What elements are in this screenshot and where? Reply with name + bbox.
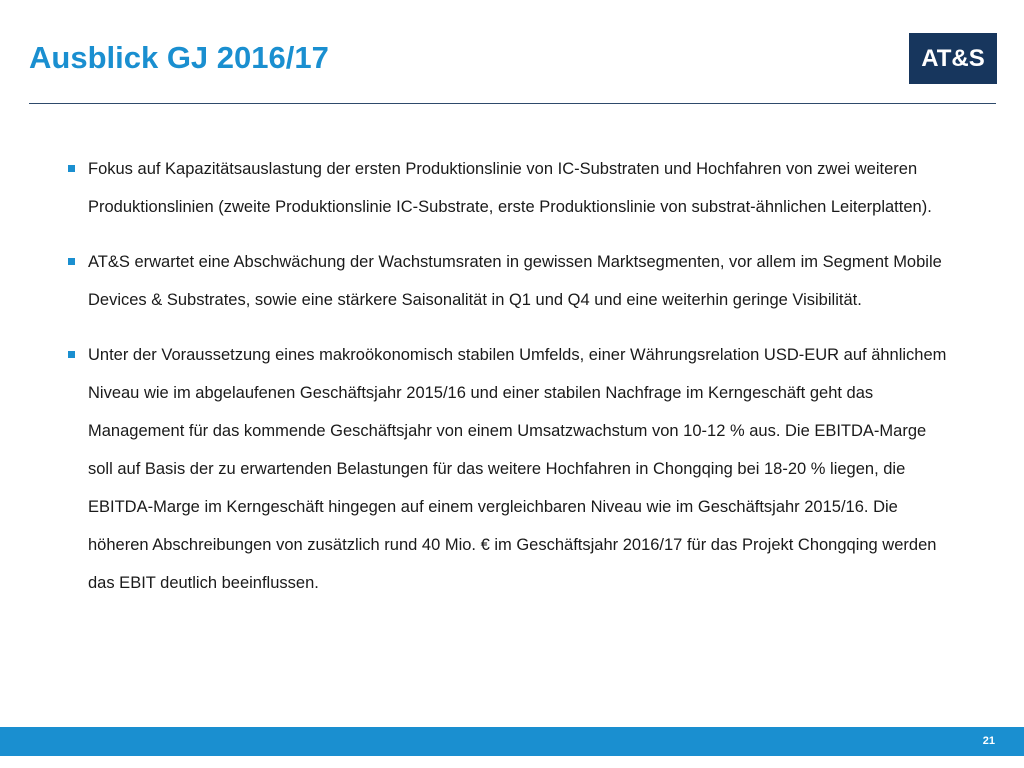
bullet-item bbox=[67, 150, 947, 226]
page-number: 21 bbox=[982, 735, 995, 747]
title-divider bbox=[29, 103, 996, 104]
square-bullet-icon bbox=[68, 165, 75, 172]
bullet-item bbox=[67, 336, 947, 602]
bullet-text: Unter der Voraussetzung eines makroökonomisch stabilen Umfelds, einer Währungsrelation USD-EUR auf ähnlichem Niveau wie im abgelaufenen Geschäftsjahr 2015/16 und einer stabilen Nachfrage im Kerngeschäft geht das Management für das kommende Geschäftsjahr von einem Umsatzwachstum von 10-12 % aus. Die EBITDA-Marge soll auf Basis der zu erwartenden Belastungen für das weitere Hochfahren in Chongqing bei 18-20 % liegen, die EBITDA-Marge im Kerngeschäft hingegen auf einem vergleichbaren Niveau wie im Geschäftsjahr 2015/16. Die höheren Abschreibungen von zusätzlich rund 40 Mio. € im Geschäftsjahr 2016/17 für das Projekt Chongqing werden das EBIT deutlich beeinflussen. bbox=[88, 346, 947, 592]
bullet-text: AT&S erwartet eine Abschwächung der Wachstumsraten in gewissen Marktsegmenten, vor allem im Segment Mobile Devices & Substrates, sowie eine stärkere Saisonalität in Q1 und Q4 und eine weiterhin geringe Visibilität. bbox=[88, 253, 942, 309]
bullet-item bbox=[67, 243, 947, 319]
bullet-text: Fokus auf Kapazitätsauslastung der ersten Produktionslinie von IC-Substraten und Hochfahren von zwei weiteren Produktionslinien (zweite Produktionslinie IC-Substrate, erste Produktionslinie von substrat-ähnlichen Leiterplatten). bbox=[88, 160, 932, 216]
square-bullet-icon bbox=[68, 351, 75, 358]
bullet-list bbox=[67, 150, 947, 602]
ats-logo bbox=[909, 33, 997, 84]
footer-bar bbox=[0, 727, 1024, 756]
square-bullet-icon bbox=[68, 258, 75, 265]
slide-title: Ausblick GJ 2016/17 bbox=[29, 40, 329, 75]
logo-text: AT&S bbox=[921, 44, 985, 72]
